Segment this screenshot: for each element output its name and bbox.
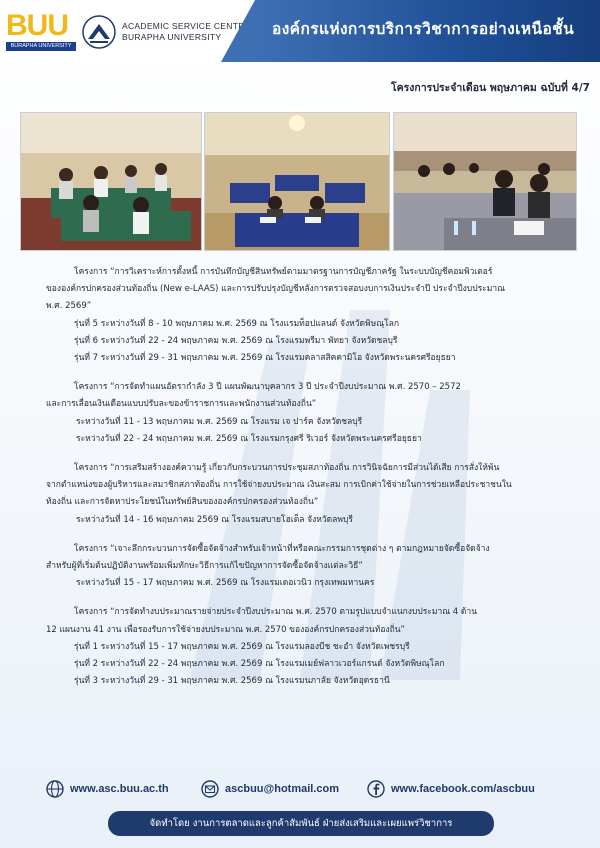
training-room-photo-2-icon	[205, 113, 389, 250]
training-room-photo-1-icon	[21, 113, 201, 250]
project-2: โครงการ “การจัดทำแผนอัตรากำลัง 3 ปี แผนพัฒนาบุคลากร 3 ปี ประจำปีงบประมาณ พ.ศ. 2570 – 2572 และการเลื่อนเงินเดือนแบบปรับละของข้าราชการและพนักงานส่วนท้องถิ่น” ระหว่างวันที่ 11 - 13 พฤษภาคม พ.ศ. 2569 ณ โรงแรม เจ ปาร์ค จังหวัดชลบุรี ระหว่างวันที่ 22 - 24 พฤษภาคม พ.ศ. 2569 ณ โรงแรมกรุงศรี ริเวอร์ จังหวัดพระนครศรีอยุธยา	[46, 382, 461, 444]
project-4: โครงการ “เจาะลึกกระบวนการจัดซื้อจัดจ้างสำหรับเจ้าหน้าที่หรือคณะกรรมการชุดต่าง ๆ ตามกฎหมายจัดซื้อจัดจ้าง สำหรับผู้ที่เริ่มต้นปฏิบัติงานพร้อมเพิ่มทักษะวิธีการแก้ไขปัญหาการจัดซื้อจัดจ้างแต่ละวิธี” ระหว่างวันที่ 15 - 17 พฤษภาคม พ.ศ. 2569 ณ โรงแรมเดอเวนิว กรุงเทพมหานคร	[46, 543, 490, 589]
project-1: โครงการ “การวิเคราะห์การตั้งหนี้ การบันทึกบัญชีสินทรัพย์ตามมาตรฐานการบัญชีภาครัฐ ในระบบบัญชีคอมพิวเตอร์ ขององค์กรปกครองส่วนท้องถิ่น (New e-LAAS) และการปรับปรุงบัญชีหลังการตรวจสอบงบการเงินประจำปี ประจำปีงบประมาณ พ.ศ. 2569” รุ่นที่ 5 ระหว่างวันที่ 8 - 10 พฤษภาคม พ.ศ. 2569 ณ โรงแรมท็อปแลนด์ จังหวัดพิษณุโลก รุ่นที่ 6 ระหว่างวันที่ 22 - 24 พฤษภาคม พ.ศ. 2569 ณ โรงแรมพรีมา พัทยา จังหวัดชลบุรี รุ่นที่ 7 ระหว่างวันที่ 29 - 31 พฤษภาคม พ.ศ. 2569 ณ โรงแรมคลาสสิคคามิโอ จังหวัดพระนครศรีอยุธยา	[46, 267, 505, 364]
issue-title: โครงการประจำเดือน พฤษภาคม ฉบับที่ 4/7	[391, 82, 590, 94]
facebook-link[interactable]: www.facebook.com/ascbuu	[391, 783, 535, 795]
banner-title: องค์กรแห่งการบริการวิชาการอย่างเหนือชั้น	[272, 20, 575, 38]
contact-row	[0, 774, 600, 804]
credit-bar: จัดทำโดย งานการตลาดและลูกค้าสัมพันธ์ ฝ่ายส่งเสริมและเผยแพร่วิชาการ	[108, 811, 494, 836]
email-link[interactable]: ascbuu@hotmail.com	[225, 783, 340, 795]
project-5: โครงการ “การจัดทำงบประมาณรายจ่ายประจำปีงบประมาณ พ.ศ. 2570 ตามรูปแบบจำแนกงบประมาณ 4 ด้าน 12 แผนงาน 41 งาน เพื่อรองรับการใช้จ่ายงบประมาณ พ.ศ. 2570 ขององค์กรปกครองส่วนท้องถิ่น” รุ่นที่ 1 ระหว่างวันที่ 15 - 17 พฤษภาคม พ.ศ. 2569 ณ โรงแรมลองบีช ชะอำ จังหวัดเพชรบุรี รุ่นที่ 2 ระหว่างวันที่ 22 - 24 พฤษภาคม พ.ศ. 2569 ณ โรงแรมเมย์ฟลาวเวอร์แกรนด์ จังหวัดพิษณุโลก รุ่นที่ 3 ระหว่างวันที่ 29 - 31 พฤษภาคม พ.ศ. 2569 ณ โรงแรมนภาลัย จังหวัดอุดรธานี	[46, 607, 478, 687]
project-3: โครงการ “การเสริมสร้างองค์ความรู้ เกี่ยวกับกระบวนการประชุมสภาท้องถิ่น การวินิจฉัยการมีส่วนได้เสีย การสั่งให้พ้น จากตำแหน่งของผู้บริหารและสมาชิกสภาท้องถิ่น การใช้จ่ายงบประมาณ เงินสะสม การเบิกค่าใช้จ่ายในการช่วยเหลือประชาชนใน ท้องถิ่น และการจัดหาประโยชน์ในทรัพย์สินขององค์กรปกครองส่วนท้องถิ่น” ระหว่างวันที่ 14 - 16 พฤษภาคม 2569 ณ โรงแรมสบายโฮเต็ล จังหวัดลพบุรี	[46, 463, 512, 525]
training-photo-2	[204, 112, 390, 251]
header	[0, 0, 600, 62]
project-list	[46, 264, 566, 690]
website-link[interactable]: www.asc.buu.ac.th	[70, 783, 169, 795]
training-room-photo-3-icon	[394, 113, 576, 250]
buu-logo: BUU BURAPHA UNIVERSITY	[6, 10, 76, 56]
asc-logo-icon	[82, 15, 116, 49]
globe-icon	[46, 780, 64, 798]
centre-name: ACADEMIC SERVICE CENTRE BURAPHA UNIVERSITY	[122, 21, 251, 42]
mail-icon	[201, 780, 219, 798]
facebook-icon	[367, 780, 385, 798]
training-photo-1	[20, 112, 202, 251]
training-photo-3	[393, 112, 577, 251]
